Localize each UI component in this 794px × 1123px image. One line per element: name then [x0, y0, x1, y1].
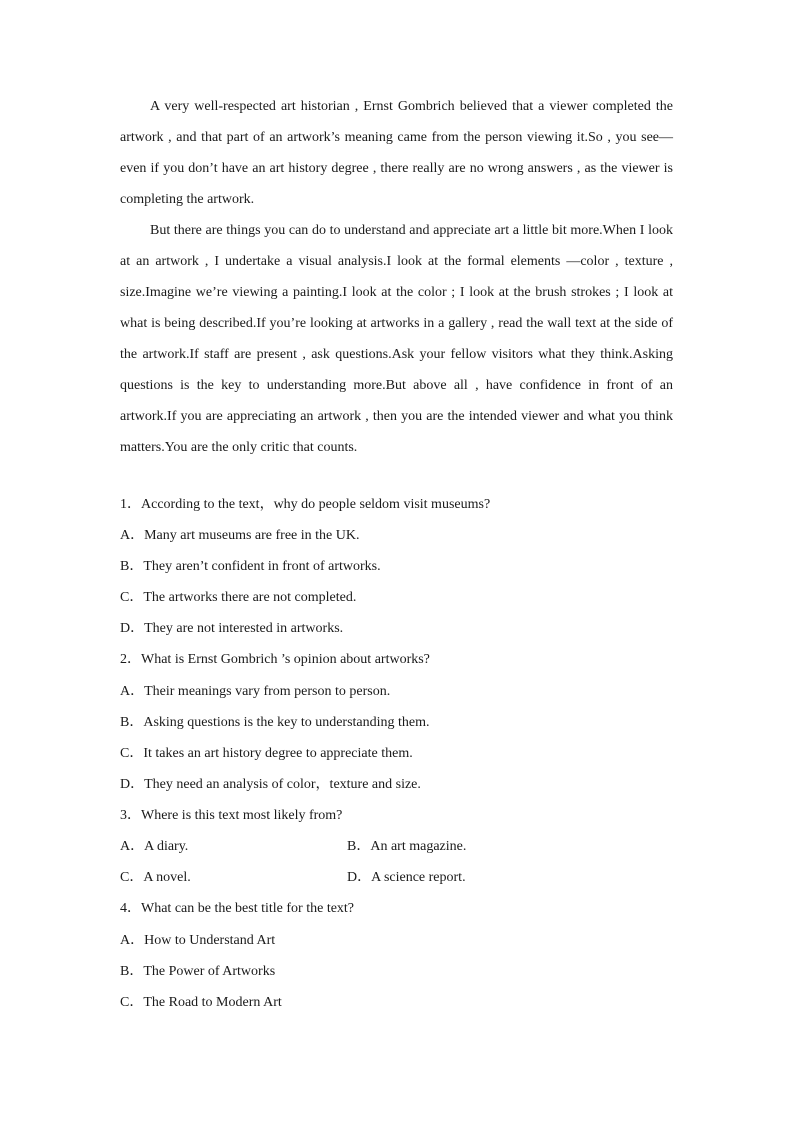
passage-paragraph-1 [120, 91, 673, 215]
question-2-option-a: A．Their meanings vary from person to person. [120, 684, 391, 699]
question-1-option-b: B．They aren’t confident in front of artworks. [120, 559, 381, 574]
question-2-option-c: C．It takes an art history degree to appreciate them. [120, 746, 413, 761]
paragraph-1-text: A very well-respected art historian , Ernst Gombrich believed that a viewer completed the artwork , and that part of an artwork’s meaning came from the person viewing it.So , you see—even if you don’t have an art history degree , there really are no wrong answers , as the viewer is completing the artwork. [120, 99, 673, 207]
passage-paragraph-2 [120, 215, 673, 463]
question-1-option-d: D．They are not interested in artworks. [120, 621, 344, 636]
question-2-option-d: D．They need an analysis of color，texture and size. [120, 777, 421, 792]
question-3-option-c: C．A novel. [120, 870, 191, 885]
question-4-option-a: A．How to Understand Art [120, 933, 276, 948]
question-3-option-b: B．An art magazine. [347, 839, 467, 854]
question-1-stem: 1．According to the text，why do people seldom visit museums? [120, 497, 491, 512]
question-3-option-a: A．A diary. [120, 839, 189, 854]
question-1-option-a: A．Many art museums are free in the UK. [120, 528, 360, 543]
question-4-option-c: C．The Road to Modern Art [120, 995, 282, 1010]
question-4-option-b: B．The Power of Artworks [120, 964, 276, 979]
question-2-stem: 2．What is Ernst Gombrich ’s opinion about artworks? [120, 652, 430, 667]
question-3-option-d: D．A science report. [347, 870, 466, 885]
question-3-stem: 3．Where is this text most likely from? [120, 808, 343, 823]
question-1-option-c: C．The artworks there are not completed. [120, 590, 357, 605]
question-2-option-b: B．Asking questions is the key to understanding them. [120, 715, 430, 730]
question-4-stem: 4．What can be the best title for the text? [120, 901, 355, 916]
paragraph-2-text: But there are things you can do to understand and appreciate art a little bit more.When I look at an artwork , I undertake a visual analysis.I look at the formal elements —color , texture , size.Imagine we’re viewing a painting.I look at the color ; I look at the brush strokes ; I look at what is being described.If you’re looking at artworks in a gallery , read the wall text at the side of the artwork.If staff are present , ask questions.Ask your fellow visitors what they think.Asking questions is the key to understanding more.But above all , have confidence in front of an artwork.If you are appreciating an artwork , then you are the intended viewer and what you think matters.You are the only critic that counts. [120, 223, 673, 455]
